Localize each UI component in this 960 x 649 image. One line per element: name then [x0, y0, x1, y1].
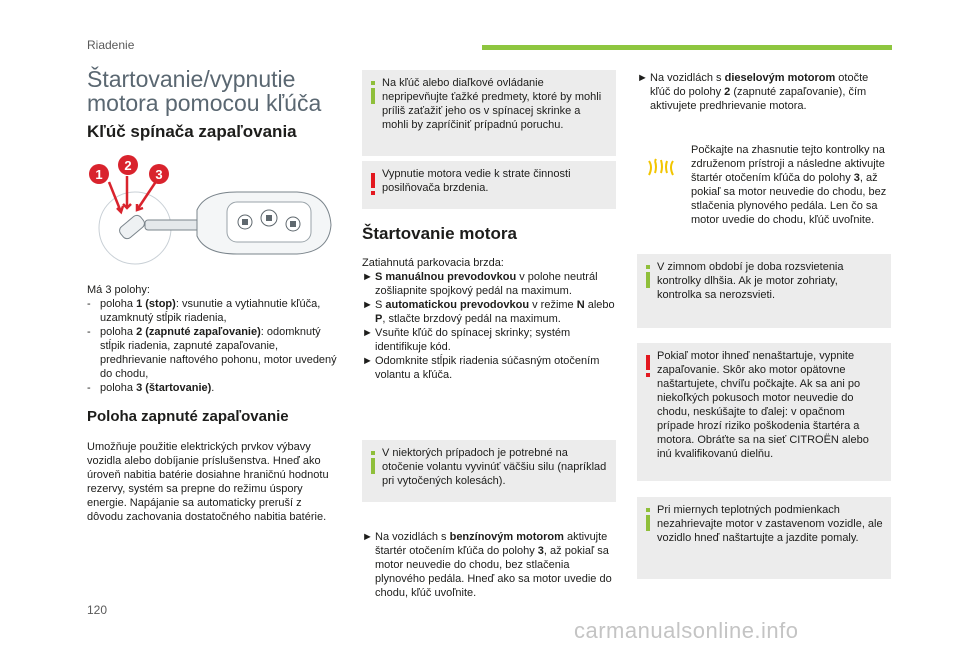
info-icon [643, 263, 653, 285]
info-icon [368, 79, 378, 101]
key-illustration [87, 150, 337, 270]
warning-box-brake-assist: Vypnutie motora vedie k strate činnosti posilňovača brzdenia. [362, 161, 616, 209]
section-accent-bar [482, 45, 892, 50]
start-step-4: ► Odomknite stĺpik riadenia súčasným otočením volantu a kľúča. [362, 355, 600, 381]
parking-brake-intro: Zatiahnutá parkovacia brzda: [362, 257, 504, 269]
positions-block [87, 283, 337, 395]
info-icon [643, 506, 653, 528]
position-item-2: - poloha 2 (zapnuté zapaľovanie): odomknutý stĺpik riadenia, zapnuté zapaľovanie, predhrievanie naftového pohonu, motor uvedený do chodu, [87, 326, 337, 380]
info-icon [368, 449, 378, 471]
glow-plug-icon [646, 155, 676, 179]
start-steps [362, 256, 618, 382]
info-box-key-weight: Na kľúč alebo diaľkové ovládanie nepripevňujte ťažké predmety, ktoré by mohli príliš zaťažiť jeho os v spínacej skrinke a mohli by zapríčiniť prípadnú poruchu. [362, 70, 616, 156]
positions-intro: Má 3 polohy: [87, 284, 150, 296]
page-title: Štartovanie/vypnutie motora pomocou kľúča [87, 66, 322, 116]
start-step-2: ► S automatickou prevodovkou v režime N alebo P, stlačte brzdový pedál na maximum. [362, 299, 615, 325]
info-box-mild-climate: Pri miernych teplotných podmienkach nezahrievajte motor v zastavenom vozidle, ale vozidlo hneď naštartujte a jazdite pomaly. [637, 497, 891, 579]
diesel-engine-step: ► Na vozidlách s dieselovým motorom otočte kľúč do polohy 2 (zapnuté zapaľovanie), čím aktivujete predhrievanie motora. [637, 72, 869, 112]
info-box-steering-force: V niektorých prípadoch je potrebné na otočenie volantu vyvinúť väčšiu silu (napríklad pri vytočených kolesách). [362, 440, 616, 502]
warning-box-failed-start: Pokiaľ motor ihneď nenaštartuje, vypnite zapaľovanie. Skôr ako motor opätovne naštartujete, chvíľu počkajte. Ak sa ani po niekoľkých pokusoch motor neuvedie do chodu, neskúšajte to ďalej: v opačnom prípade hrozí riziko poškodenia štartéra a motora. Obráťte sa na sieť CITROËN alebo inú kvalifikovanú dielňu. [637, 343, 891, 481]
petrol-engine-step: ► Na vozidlách s benzínovým motorom aktivujte štartér otočením kľúča do polohy 3, až pokiaľ sa motor neuvedie do chodu, bez stlačenia plynového pedála. Hneď ako sa motor uvedie do chodu, kľúč uvoľnite. [362, 531, 612, 599]
warning-icon [643, 352, 653, 374]
position-item-1: - poloha 1 (stop): vsunutie a vytiahnutie kľúča, uzamknutý stĺpik riadenia, [87, 298, 321, 324]
info-box-winter: V zimnom období je doba rozsvietenia kontrolky dlhšia. Ak je motor zohriaty, kontrolka sa nerozsvieti. [637, 254, 891, 328]
heading-engine-start: Štartovanie motora [362, 224, 517, 243]
position-item-3: - poloha 3 (štartovanie). [87, 382, 215, 394]
glow-plug-text: Počkajte na zhasnutie tejto kontrolky na združenom prístroji a následne aktivujte štartér otočením kľúča do polohy 3, až pokiaľ sa motor neuvedie do chodu, bez stlačenia plynového pedála. Len čo sa motor uvedie do chodu, kľúč uvoľnite. [691, 144, 887, 226]
section-label: Riadenie [87, 38, 135, 52]
callout-label-1: 1 [95, 167, 103, 182]
watermark: carmanualsonline.info [574, 618, 799, 643]
heading-ignition-key: Kľúč spínača zapaľovania [87, 122, 297, 141]
start-step-1: ► S manuálnou prevodovkou v polohe neutrál zošliapnite spojkový pedál na maximum. [362, 271, 598, 297]
callout-label-3: 3 [155, 167, 163, 182]
page-number: 120 [87, 603, 108, 617]
start-step-3: ► Vsuňte kľúč do spínacej skrinky; systém identifikuje kód. [362, 327, 571, 353]
callout-label-2: 2 [124, 158, 132, 173]
warning-icon [368, 170, 378, 192]
ignition-on-text: Umožňuje použitie elektrických prvkov výbavy vozidla alebo dobíjanie príslušenstva. Hneď ako úroveň nabitia batérie dosiahne hraničnú hodnotu rezervy, systém sa prepne do režimu úspory energie. Napájanie sa automaticky preruší z dôvodu zachovania dostatočného nabitia batérie. [87, 441, 329, 523]
heading-ignition-on-position: Poloha zapnuté zapaľovanie [87, 408, 289, 425]
